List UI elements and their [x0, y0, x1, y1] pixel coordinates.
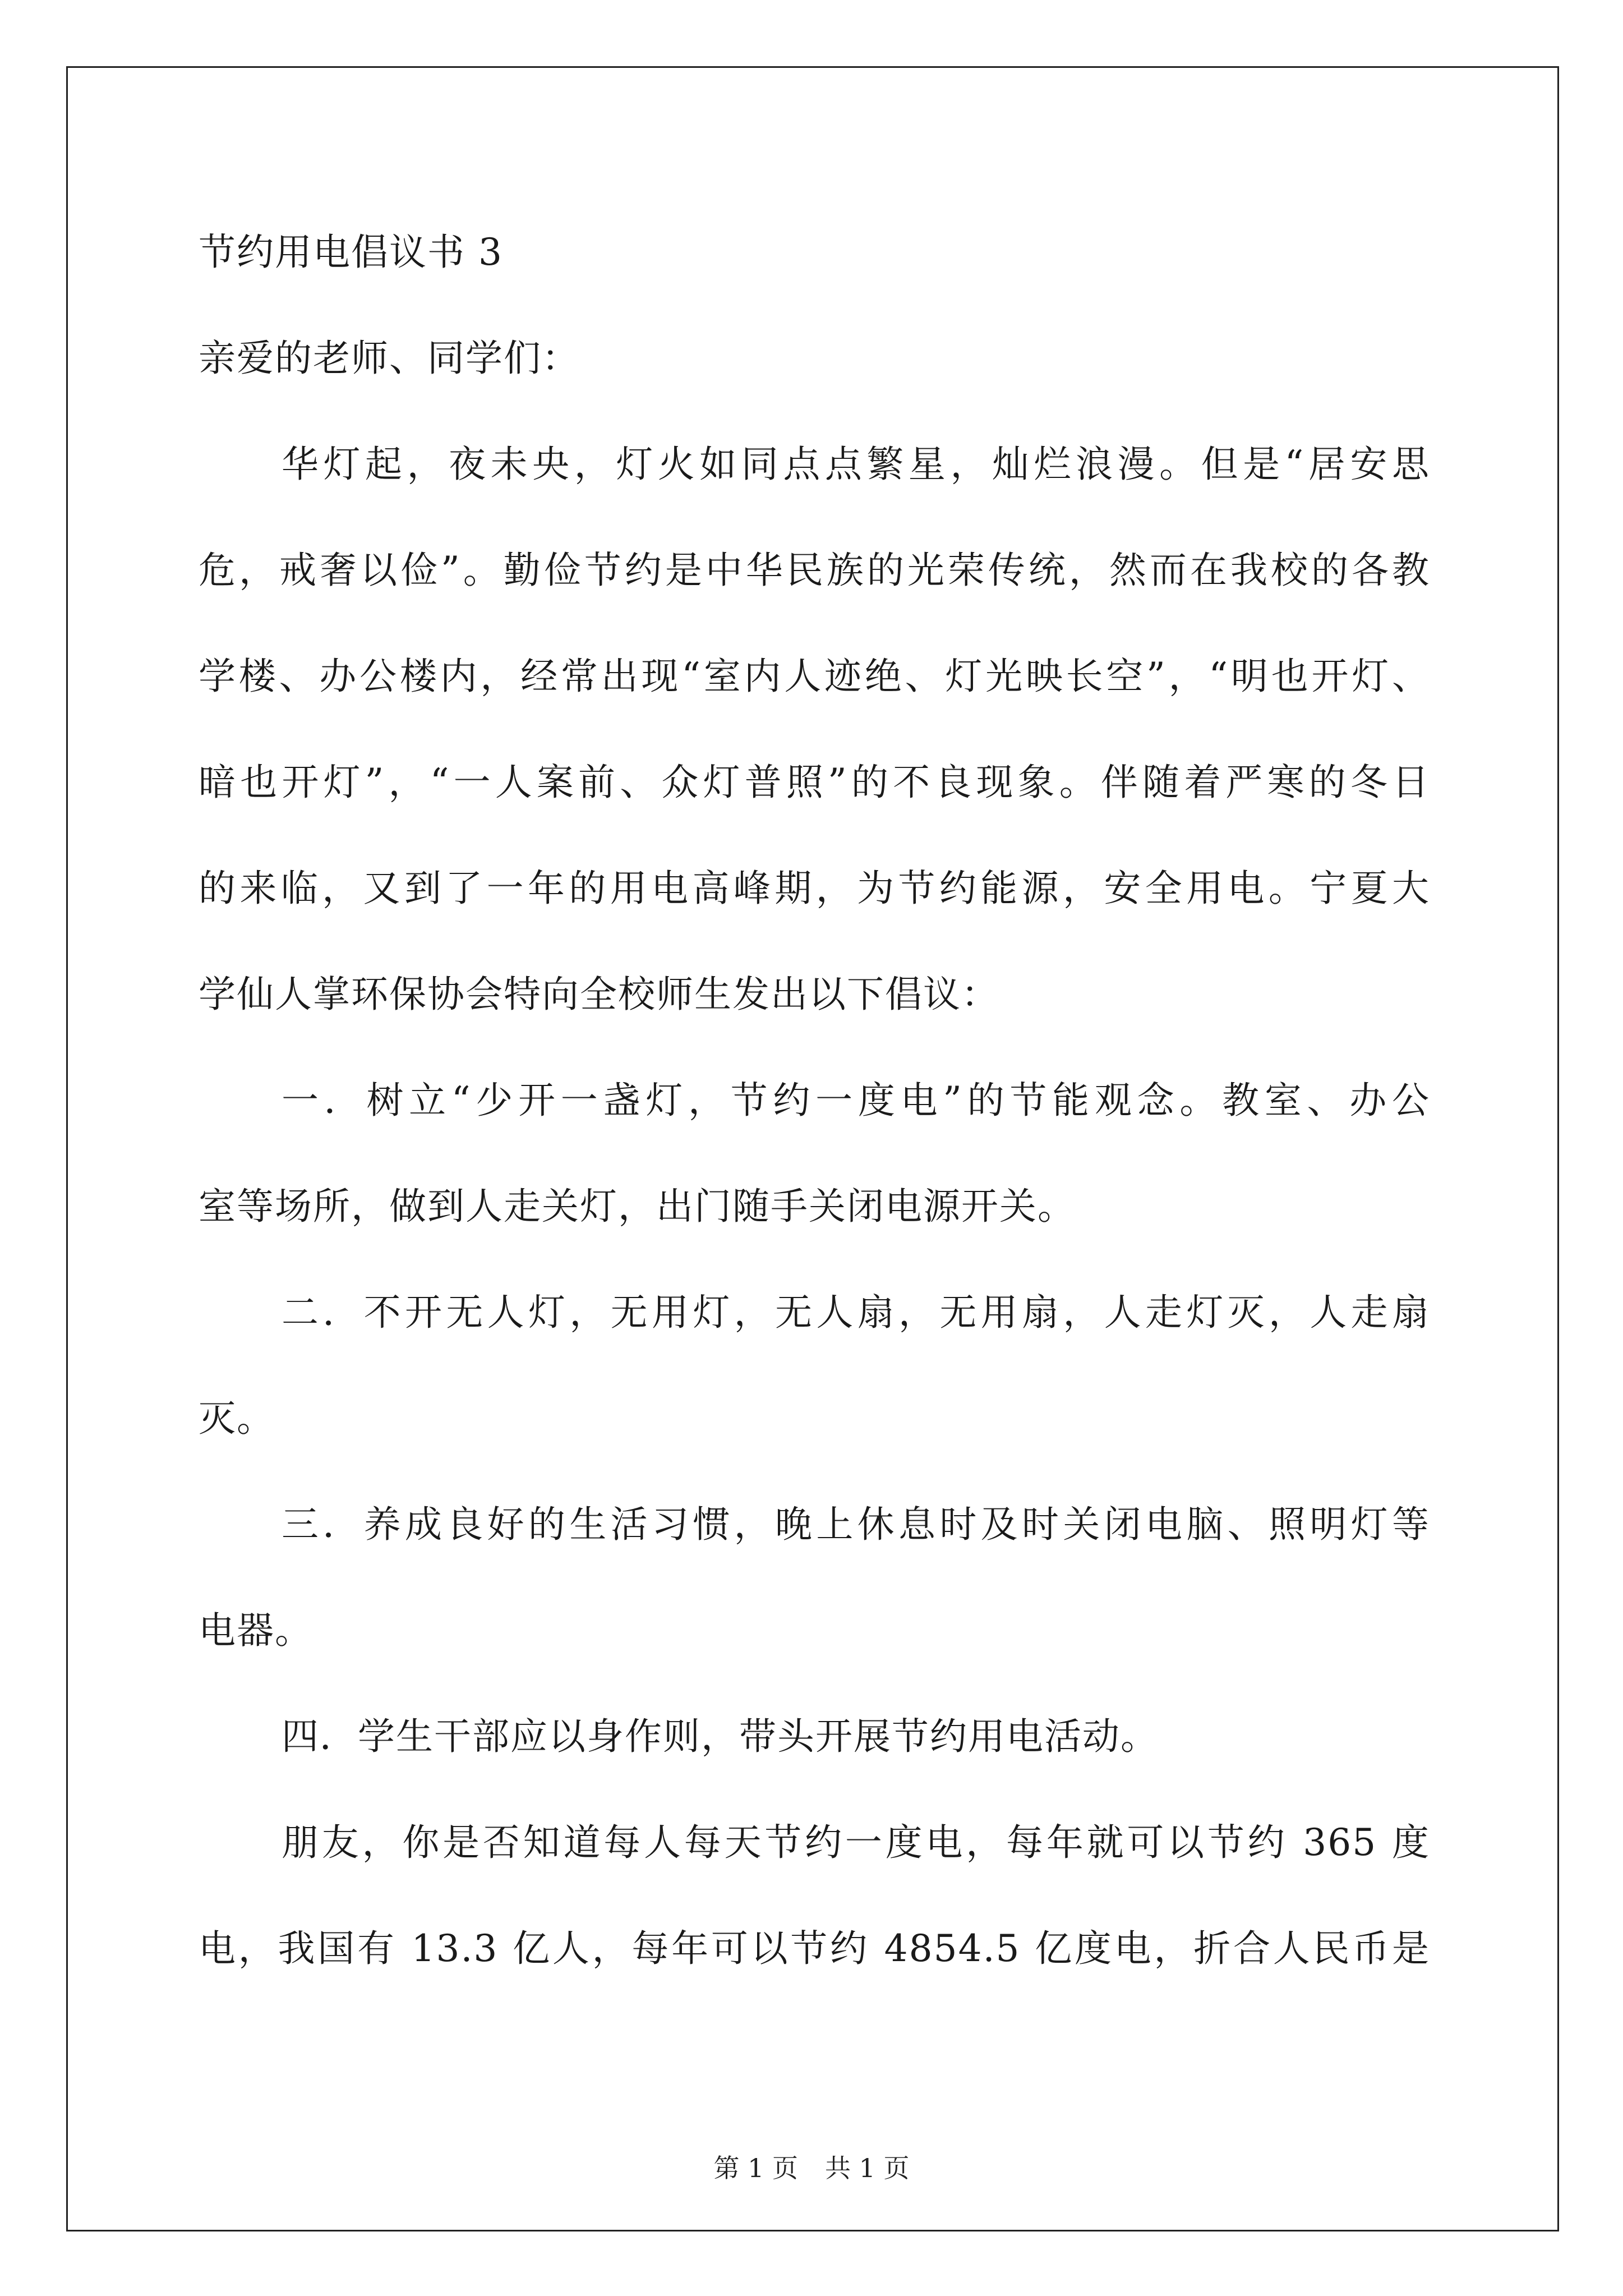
- page-number-total: 共 1 页: [825, 2153, 910, 2183]
- document-title: 节约用电倡议书 3: [199, 231, 503, 274]
- body-line: 学楼、办公楼内，经常出现“室内人迹绝、灯光映长空”，“明也开灯、: [199, 655, 1430, 698]
- greeting-line: 亲爱的老师、同学们：: [199, 337, 580, 380]
- body-line: 危，戒奢以俭”。勤俭节约是中华民族的光荣传统，然而在我校的各教: [199, 549, 1430, 592]
- body-line: 暗也开灯”，“一人案前、众灯普照”的不良现象。伴随着严寒的冬日: [199, 761, 1430, 804]
- page-number-current: 第 1 页: [713, 2153, 798, 2183]
- body-line: 学仙人掌环保协会特向全校师生发出以下倡议：: [199, 973, 999, 1016]
- body-line: 灭。: [199, 1397, 275, 1440]
- body-line: 朋友，你是否知道每人每天节约一度电，每年就可以节约 365 度: [282, 1821, 1430, 1864]
- document-body: [199, 199, 1430, 2001]
- body-line: 二．不开无人灯，无用灯，无人扇，无用扇，人走灯灭，人走扇: [282, 1291, 1430, 1334]
- body-line: 一．树立“少开一盏灯，节约一度电”的节能观念。教室、办公: [282, 1079, 1430, 1122]
- body-line: 四．学生干部应以身作则，带头开展节约用电活动。: [282, 1715, 1159, 1758]
- page-footer: [0, 2151, 1623, 2185]
- body-line: 华灯起，夜未央，灯火如同点点繁星，灿烂浪漫。但是“居安思: [282, 443, 1430, 486]
- body-line: 室等场所，做到人走关灯，出门随手关闭电源开关。: [199, 1185, 1076, 1228]
- body-line: 电，我国有 13.3 亿人，每年可以节约 4854.5 亿度电，折合人民币是: [199, 1927, 1430, 1970]
- body-text: [199, 411, 1430, 2001]
- body-line: 电器。: [199, 1609, 313, 1652]
- body-line: 三．养成良好的生活习惯，晚上休息时及时关闭电脑、照明灯等: [282, 1503, 1430, 1546]
- body-line: 的来临，又到了一年的用电高峰期，为节约能源，安全用电。宁夏大: [199, 867, 1430, 910]
